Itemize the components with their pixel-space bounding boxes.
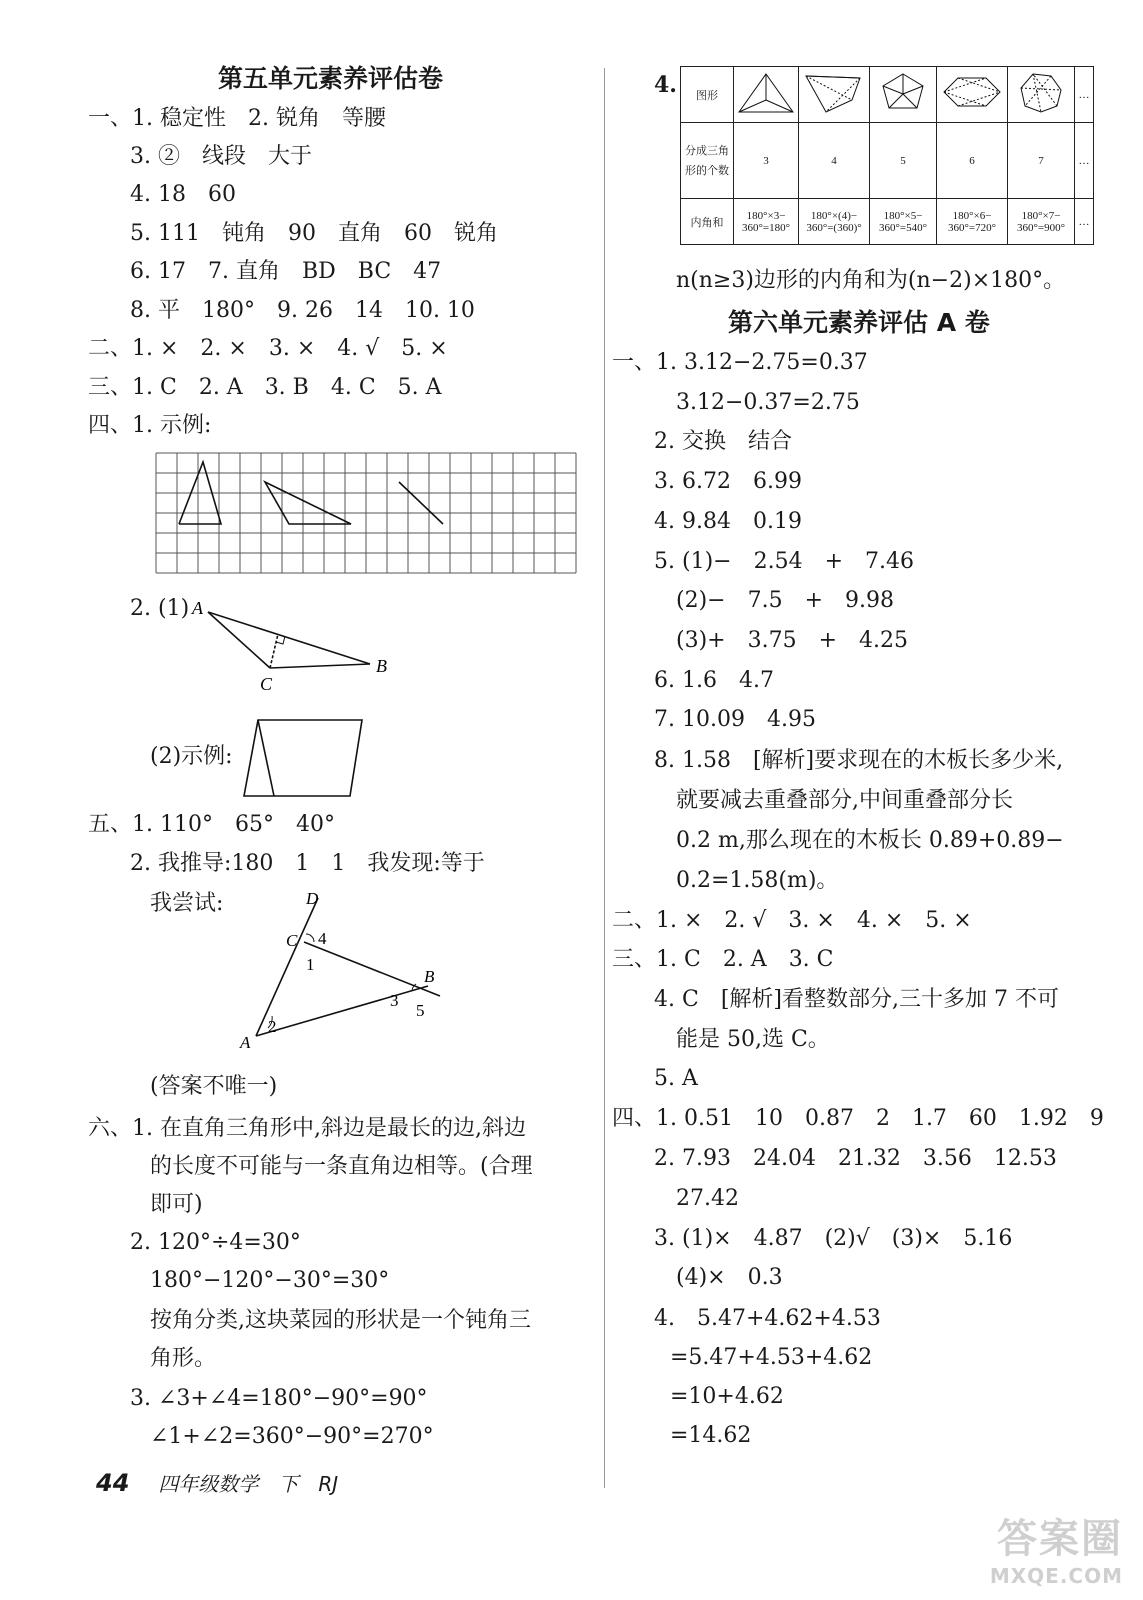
answer-line: 2. 交换 结合 <box>654 429 792 454</box>
count-cell: 4 <box>799 123 870 199</box>
sum-cell <box>937 199 1008 245</box>
answer-line: 27.42 <box>676 1186 739 1211</box>
angle-1: 1 <box>306 955 315 974</box>
sum-top: 180°×5− <box>883 209 923 222</box>
answer-line: (2)示例: <box>150 744 233 769</box>
answer-line: =10+4.62 <box>670 1384 784 1409</box>
parallelogram-figure <box>240 716 370 802</box>
triangle-2 <box>265 482 351 524</box>
answer-line: 四、1. 示例: <box>88 413 212 438</box>
answer-line: 3. 6.72 6.99 <box>654 469 802 494</box>
answer-line: 我尝试: <box>150 891 224 916</box>
answer-line: 就要减去重叠部分,中间重叠部分长 <box>676 788 1013 813</box>
sum-bottom: 360°=540° <box>878 221 927 234</box>
answer-line: 6. 17 7. 直角 BD BC 47 <box>130 259 442 284</box>
sum-top: 180°×6− <box>952 209 992 222</box>
sum-bottom: 360°=180° <box>741 221 790 234</box>
answer-line: 角形。 <box>150 1346 217 1371</box>
polygon-table <box>680 66 1094 245</box>
answer-line: 能是 50,选 C。 <box>676 1027 830 1052</box>
watermark-logo <box>990 1507 1123 1588</box>
answer-line: 5. A <box>654 1066 698 1091</box>
answer-line: 180°−120°−30°=30° <box>150 1268 390 1293</box>
sum-bottom: 360°=900° <box>1016 221 1065 234</box>
answer-line: 五、1. 110° 65° 40° <box>88 812 335 837</box>
page-number: 44 <box>96 1469 130 1497</box>
triangle-abc-figure <box>190 596 400 696</box>
row-header-count: 分成三角形的个数 <box>681 123 734 199</box>
answer-line: 六、1. 在直角三角形中,斜边是最长的边,斜边 <box>88 1116 526 1141</box>
answer-line: 一、1. 稳定性 2. 锐角 等腰 <box>88 106 386 131</box>
sum-top: 180°×7− <box>1021 209 1061 222</box>
answer-line: 8. 平 180° 9. 26 14 10. 10 <box>130 298 475 323</box>
answer-line: 3. ∠3+∠4=180°−90°=90° <box>130 1386 428 1411</box>
answer-line: =14.62 <box>670 1423 752 1448</box>
label-d: D <box>306 889 319 908</box>
answer-line: 7. 10.09 4.95 <box>654 707 816 732</box>
angle-2: 2 <box>268 1017 277 1036</box>
label-a2: A <box>240 1033 251 1052</box>
answer-line: 3. ② 线段 大于 <box>130 144 312 169</box>
row-header-shape: 图形 <box>681 67 734 123</box>
sum-bottom: 360°=720° <box>947 221 996 234</box>
label-b2: B <box>424 967 435 986</box>
answer-line: 2. 120°÷4=30° <box>130 1230 301 1255</box>
answer-line: 5. 111 钝角 90 直角 60 锐角 <box>130 221 498 246</box>
count-cell: 6 <box>937 123 1008 199</box>
shape-heptagon <box>937 67 1008 123</box>
shape-hexagon <box>870 67 937 123</box>
count-cell: 3 <box>734 123 799 199</box>
answer-line: 三、1. C 2. A 3. B 4. C 5. A <box>88 375 442 400</box>
grid-triangles-figure <box>155 452 579 576</box>
ellipsis: … <box>1075 67 1094 123</box>
right-title: 第六单元素养评估 A 卷 <box>728 308 990 337</box>
shape-quadrilateral <box>734 67 799 123</box>
label-c2: C <box>286 931 298 950</box>
answer-line: (4)× 0.3 <box>676 1265 783 1290</box>
answer-line: 0.2=1.58(m)。 <box>676 868 839 893</box>
answer-line: 一、1. 3.12−2.75=0.37 <box>612 350 868 375</box>
count-cell: 7 <box>1008 123 1075 199</box>
footer-text: 四年级数学 下 RJ <box>158 1472 339 1496</box>
ellipsis: … <box>1075 123 1094 199</box>
answer-line: 3. (1)× 4.87 (2)√ (3)× 5.16 <box>654 1226 1013 1251</box>
answer-line: 4. 9.84 0.19 <box>654 509 802 534</box>
label-c: C <box>260 674 273 694</box>
answer-line: 四、1. 0.51 10 0.87 2 1.7 60 1.92 9 <box>612 1106 1104 1131</box>
label-a: A <box>192 598 203 618</box>
label-b: B <box>376 656 387 676</box>
triangle-3 <box>399 482 443 524</box>
angle-triangle-figure <box>232 886 452 1056</box>
answer-line: (答案不唯一) <box>150 1074 278 1099</box>
ellipsis: … <box>1075 199 1094 245</box>
answer-line: =5.47+4.53+4.62 <box>670 1345 873 1370</box>
answer-line: 4. 5.47+4.62+4.53 <box>654 1306 881 1331</box>
answer-line: 6. 1.6 4.7 <box>654 668 774 693</box>
answer-line: 的长度不可能与一条直角边相等。(合理 <box>150 1154 533 1179</box>
shape-pentagon <box>799 67 870 123</box>
answer-line: 8. 1.58 [解析]要求现在的木板长多少米, <box>654 748 1064 773</box>
sum-top: 180°×(4)− <box>810 209 858 222</box>
page-footer <box>96 1468 338 1497</box>
answer-line: 按角分类,这块菜园的形状是一个钝角三 <box>150 1308 531 1333</box>
answer-line: ∠1+∠2=360°−90°=270° <box>150 1424 434 1449</box>
sum-cell <box>734 199 799 245</box>
answer-line: 5. (1)− 2.54 + 7.46 <box>654 549 914 574</box>
answer-line: 2. 我推导:180 1 1 我发现:等于 <box>130 851 485 876</box>
sum-top: 180°×3− <box>746 209 786 222</box>
answer-line: 0.2 m,那么现在的木板长 0.89+0.89− <box>676 828 1064 853</box>
answer-line: (3)+ 3.75 + 4.25 <box>676 628 908 653</box>
answer-line: 二、1. × 2. √ 3. × 4. × 5. × <box>612 908 972 933</box>
shape-octagon <box>1008 67 1075 123</box>
answer-line: 2. (1) <box>130 596 190 621</box>
watermark-small: MXQE.COM <box>989 1564 1123 1588</box>
answer-line: 3.12−0.37=2.75 <box>676 390 860 415</box>
angle-4: 4 <box>318 929 327 948</box>
angle-3: 3 <box>390 991 399 1010</box>
sum-cell <box>1008 199 1075 245</box>
sum-cell <box>870 199 937 245</box>
watermark-big: 答案圈 <box>997 1516 1123 1562</box>
answer-line: (2)− 7.5 + 9.98 <box>676 588 895 613</box>
sum-bottom: 360°=(360)° <box>806 221 862 234</box>
angle-5: 5 <box>416 1001 425 1020</box>
row-header-sum: 内角和 <box>681 199 734 245</box>
question-4-label: 4. <box>654 72 677 98</box>
answer-line: 2. 7.93 24.04 21.32 3.56 12.53 <box>654 1146 1057 1171</box>
answer-line: 即可) <box>150 1192 203 1217</box>
formula-line: n(n≥3)边形的内角和为(n−2)×180°。 <box>676 268 1066 293</box>
left-title: 第五单元素养评估卷 <box>218 64 444 93</box>
answer-line: 4. C [解析]看整数部分,三十多加 7 不可 <box>654 987 1059 1012</box>
answer-line: 三、1. C 2. A 3. C <box>612 947 834 972</box>
sum-cell <box>799 199 870 245</box>
answer-line: 二、1. × 2. × 3. × 4. √ 5. × <box>88 336 448 361</box>
answer-line: 4. 18 60 <box>130 182 236 207</box>
count-cell: 5 <box>870 123 937 199</box>
column-divider <box>604 68 605 1488</box>
